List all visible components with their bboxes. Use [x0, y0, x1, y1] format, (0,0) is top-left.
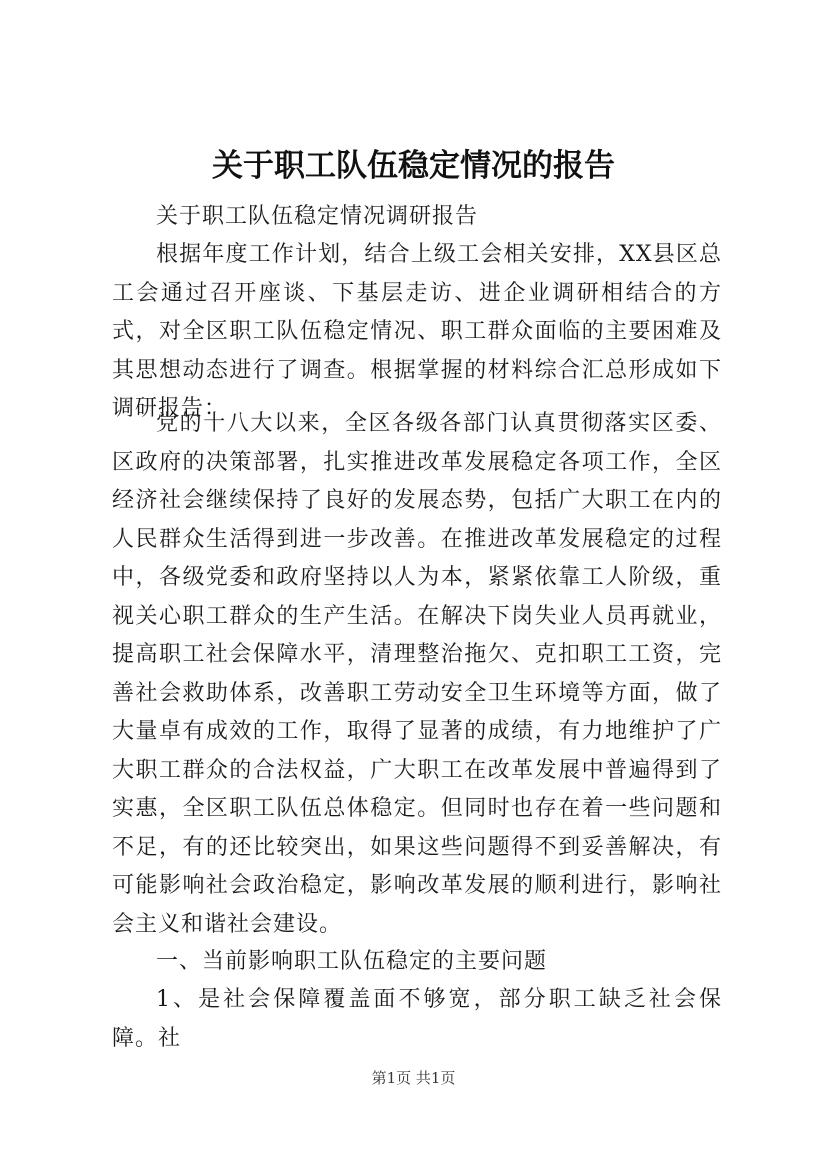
- page-footer: 第1页 共1页: [371, 1069, 456, 1087]
- document-title: 关于职工队伍稳定情况的报告: [212, 148, 615, 184]
- paragraph-intro: 根据年度工作计划，结合上级工会相关安排，XX县区总工会通过召开座谈、下基层走访、进企业调研相结合的方式，对全区职工队伍稳定情况、职工群众面临的主要困难及其思想动态进行了调查。根据掌握的材料综合汇总形成如下调研报告：: [112, 242, 722, 421]
- document-subtitle: 关于职工队伍稳定情况调研报告: [156, 204, 479, 229]
- paragraph-background: 党的十八大以来，全区各级各部门认真贯彻落实区委、区政府的决策部署，扎实推进改革发展稳定各项工作，全区经济社会继续保持了良好的发展态势，包括广大职工在内的人民群众生活得到进一步改善。在推进改革发展稳定的过程中，各级党委和政府坚持以人为本，紧紧依靠工人阶级，重视关心职工群众的生产生活。在解决下岗失业人员再就业，提高职工社会保障水平，清理整治拖欠、克扣职工工资，完善社会救助体系，改善职工劳动安全卫生环境等方面，做了大量卓有成效的工作，取得了显著的成绩，有力地维护了广大职工群众的合法权益，广大职工在改革发展中普遍得到了实惠，全区职工队伍总体稳定。但同时也存在着一些问题和不足，有的还比较突出，如果这些问题得不到妥善解决，有可能影响社会政治稳定，影响改革发展的顺利进行，影响社会主义和谐社会建设。: [112, 411, 722, 937]
- section-heading: 一、当前影响职工队伍稳定的主要问题: [156, 949, 548, 974]
- list-item: 1、是社会保障覆盖面不够宽，部分职工缺乏社会保障。社: [112, 987, 722, 1051]
